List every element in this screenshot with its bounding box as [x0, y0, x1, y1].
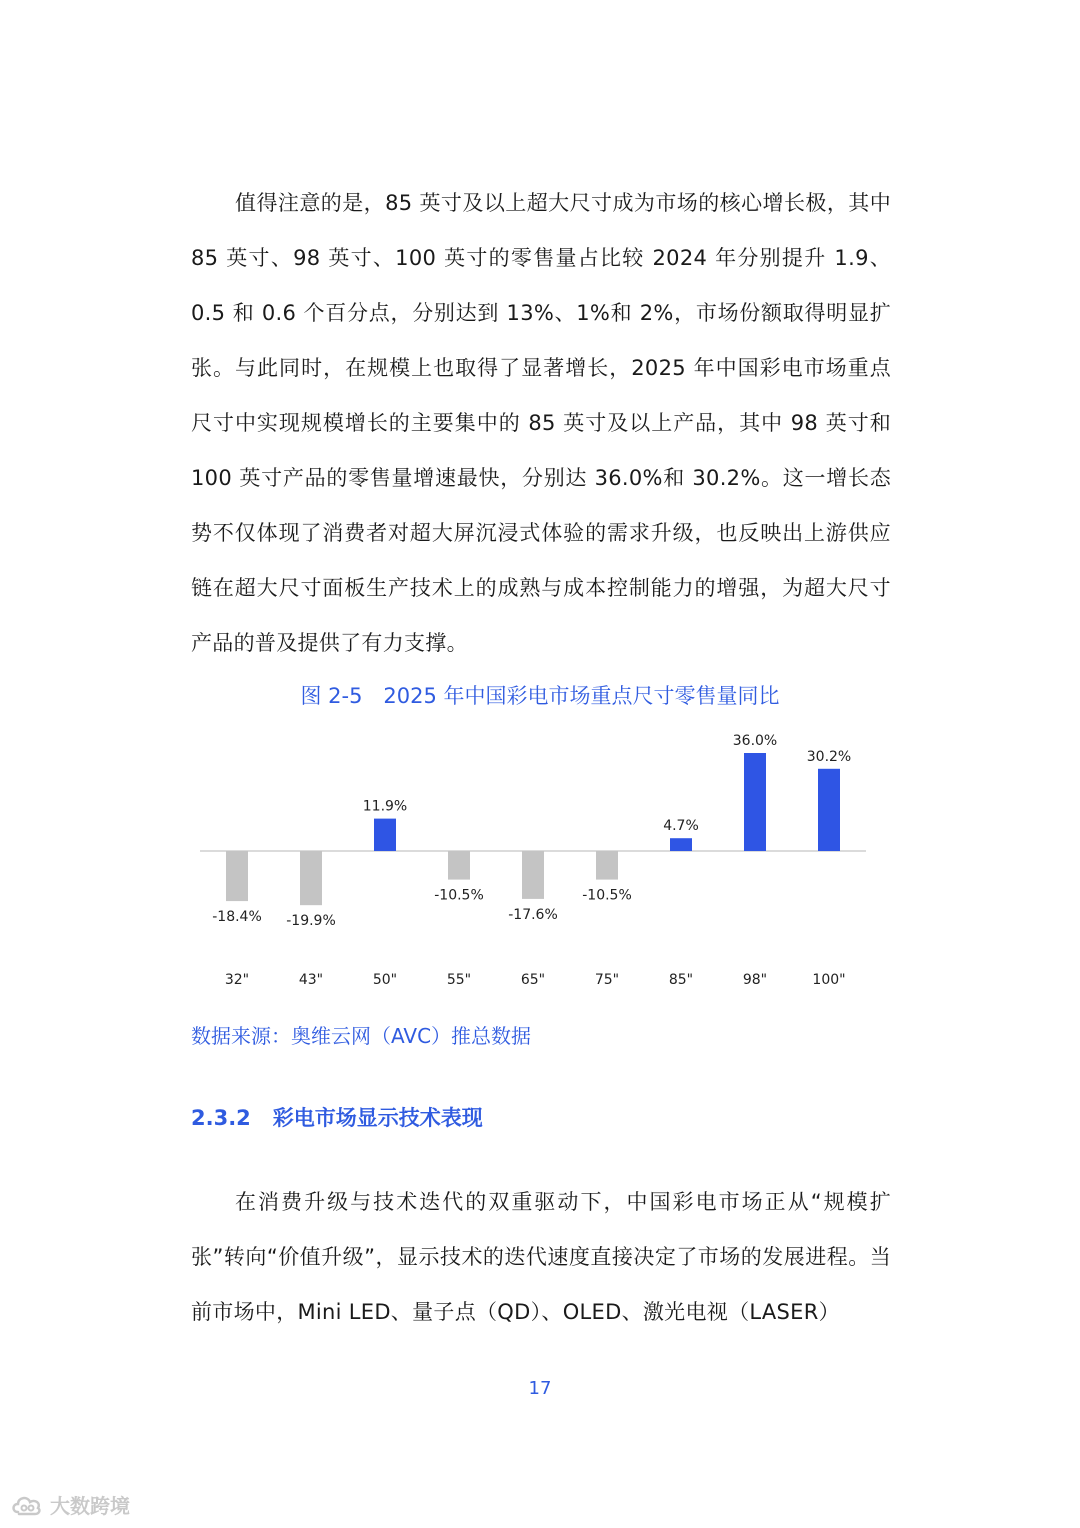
category-label-7: 98": [742, 972, 768, 988]
data-label-3: -10.5%: [434, 887, 484, 904]
body-paragraph-2: 在消费升级与技术迭代的双重驱动下，中国彩电市场正从“规模扩张”转向“价值升级”，显示技术的迭代速度直接决定了市场的发展进程。当前市场中，Mini LED、量子点（QD）、OLED、激光电视（LASER）: [191, 1190, 891, 1324]
data-label-6: 4.7%: [663, 818, 699, 835]
figure-title: 图 2-5 2025 年中国彩电市场重点尺寸零售量同比: [300, 684, 780, 708]
data-source-note: 数据来源：奥维云网（AVC）推总数据: [191, 1024, 532, 1048]
category-label-3: 55": [446, 972, 472, 988]
bar-0: [226, 851, 248, 901]
bar-6: [670, 838, 692, 851]
cloud-logo-icon: [10, 1492, 44, 1518]
data-label-8: 30.2%: [806, 748, 852, 765]
category-label-1: 43": [298, 972, 324, 988]
section-heading: [191, 1102, 483, 1132]
bar-1: [300, 851, 322, 905]
category-label-8: 100": [812, 972, 846, 988]
data-label-0: -18.4%: [212, 909, 262, 926]
data-label-1: -19.9%: [286, 913, 336, 930]
bar-2: [374, 819, 396, 851]
section-number: 2.3.2: [191, 1106, 251, 1130]
bar-4: [522, 851, 544, 899]
watermark-text: 大数跨境: [50, 1494, 130, 1518]
data-label-4: -17.6%: [508, 906, 558, 923]
page-number: 17: [528, 1378, 552, 1399]
bar-8: [818, 769, 840, 851]
data-label-5: -10.5%: [582, 887, 632, 904]
body-paragraph-1: 值得注意的是，85 英寸及以上超大尺寸成为市场的核心增长极，其中 85 英寸、98 英寸、100 英寸的零售量占比较 2024 年分别提升 1.9、0.5 和 0.6 个百分点，分别达到 13%、1%和 2%，市场份额取得明显扩张。与此同时，在规模上也取得了显著增长，2025 年中国彩电市场重点尺寸中实现规模增长的主要集中的 85 英寸及以上产品，其中 98 英寸和 100 英寸产品的零售量增速最快，分别达 36.0%和 30.2%。这一增长态势不仅体现了消费者对超大屏沉浸式体验的需求升级，也反映出上游供应链在超大尺寸面板生产技术上的成熟与成本控制能力的增强，为超大尺寸产品的普及提供了有力支撑。: [191, 191, 891, 655]
data-label-7: 36.0%: [732, 733, 778, 749]
section-title: 彩电市场显示技术表现: [272, 1106, 483, 1130]
watermark: [10, 1490, 130, 1519]
category-label-5: 75": [594, 972, 620, 988]
category-label-6: 85": [668, 972, 694, 988]
category-label-4: 65": [520, 972, 546, 988]
bar-7: [744, 753, 766, 851]
data-label-2: 11.9%: [362, 798, 408, 815]
bar-5: [596, 851, 618, 880]
category-label-2: 50": [372, 972, 398, 988]
bar-chart: [180, 720, 880, 1010]
category-label-0: 32": [224, 972, 250, 988]
bar-3: [448, 851, 470, 880]
